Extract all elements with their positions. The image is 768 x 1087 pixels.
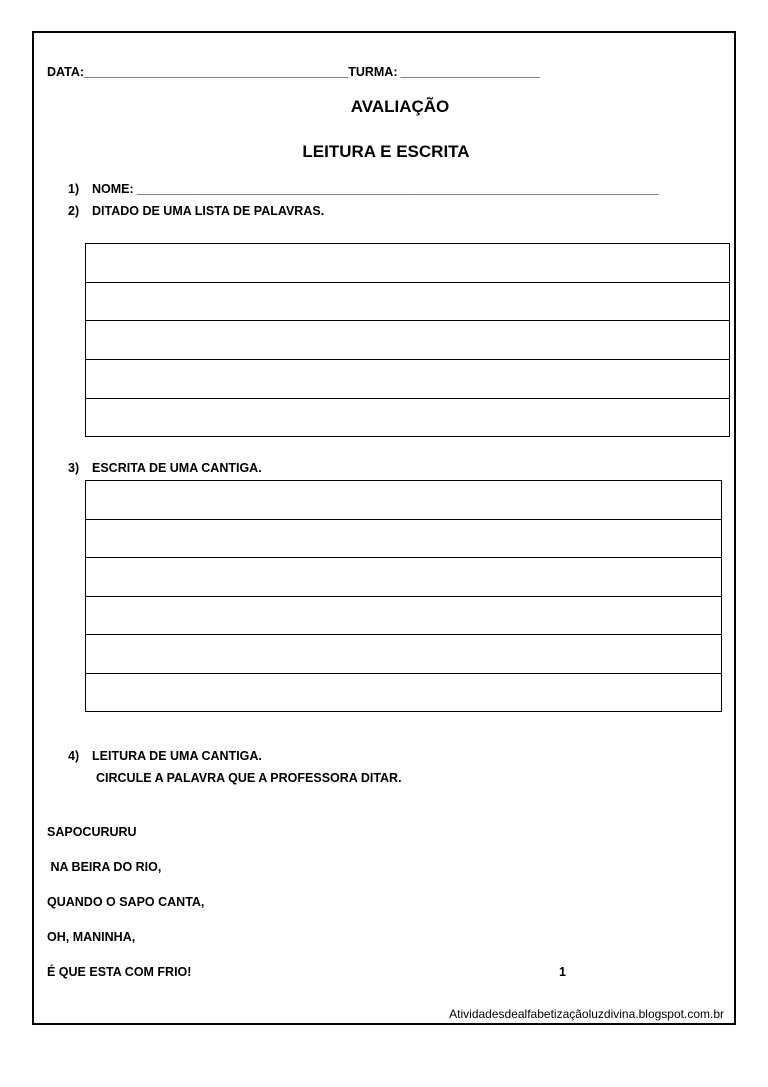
dictation-row[interactable] [86, 321, 729, 360]
question-1-number: 1) [68, 182, 80, 196]
song-writing-table [85, 480, 722, 712]
page-subtitle: LEITURA E ESCRITA [302, 142, 470, 161]
instruction-text: CIRCULE A PALAVRA QUE A PROFESSORA DITAR. [96, 771, 402, 785]
dictation-row[interactable] [86, 399, 729, 436]
page-title: AVALIAÇÃO [350, 97, 450, 116]
footer-source-text: Atividadesdealfabetizaçãoluzdivina.blogspot.com.br [449, 1007, 724, 1021]
song-line: QUANDO O SAPO CANTA, [47, 895, 205, 909]
date-class-line: DATA:______________________________________TURMA: ____________________ [47, 65, 540, 79]
dictation-row[interactable] [86, 244, 729, 283]
song-writing-row[interactable] [86, 520, 721, 558]
dictation-row[interactable] [86, 283, 729, 321]
song-line: SAPOCURURU [47, 825, 137, 839]
page-number: 1 [559, 965, 566, 979]
question-4-number: 4) [68, 749, 80, 763]
song-writing-row[interactable] [86, 635, 721, 674]
song-line: OH, MANINHA, [47, 930, 136, 944]
song-line: NA BEIRA DO RIO, [47, 860, 162, 874]
question-2-label: DITADO DE UMA LISTA DE PALAVRAS. [92, 204, 325, 218]
question-3-label: ESCRITA DE UMA CANTIGA. [92, 461, 262, 475]
dictation-row[interactable] [86, 360, 729, 399]
song-writing-row[interactable] [86, 558, 721, 597]
song-writing-row[interactable] [86, 597, 721, 635]
song-line: É QUE ESTA COM FRIO! [47, 965, 192, 979]
question-4-label: LEITURA DE UMA CANTIGA. [92, 749, 262, 763]
song-writing-row[interactable] [86, 674, 721, 711]
question-1-name-line: NOME: ___________________________________________________________________________ [92, 182, 659, 196]
song-writing-row[interactable] [86, 481, 721, 520]
question-2-number: 2) [68, 204, 80, 218]
question-3-number: 3) [68, 461, 80, 475]
dictation-table [85, 243, 730, 437]
